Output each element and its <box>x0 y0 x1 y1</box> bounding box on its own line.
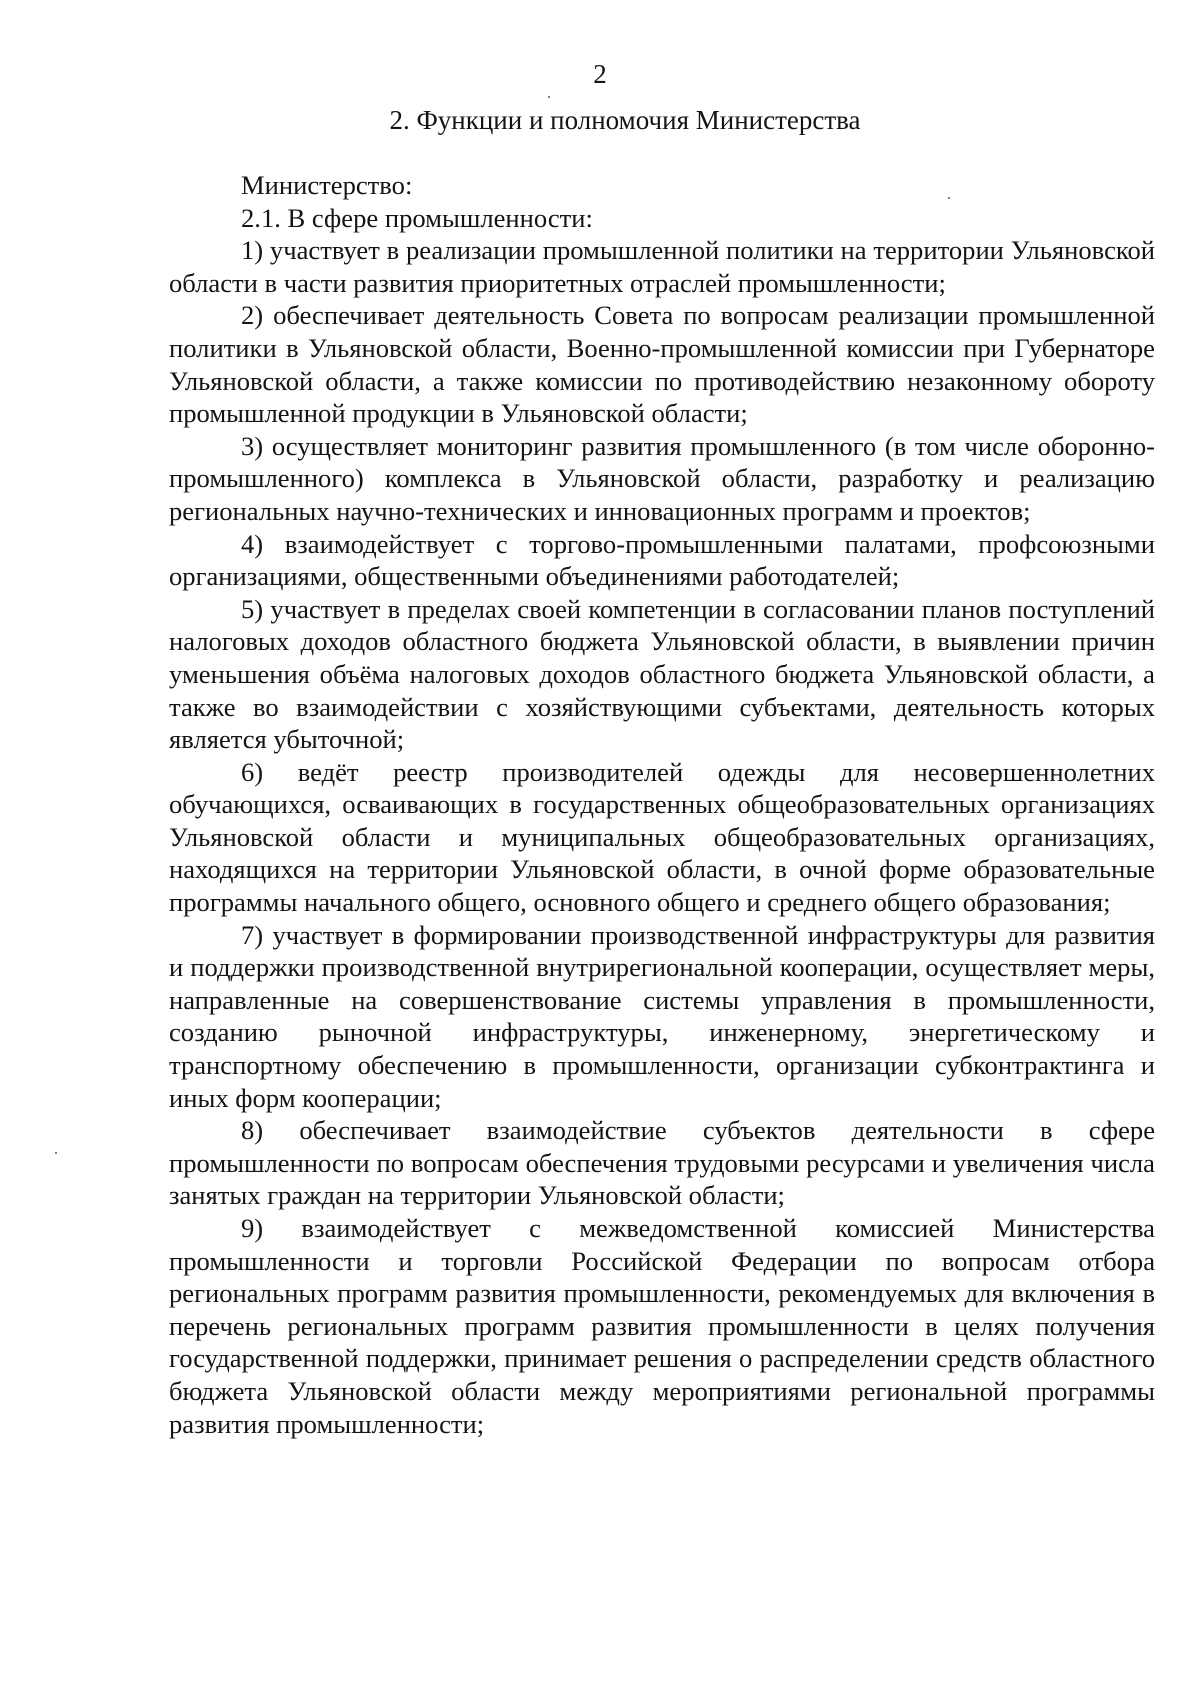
list-item: 1) участвует в реализации промышленной политики на территории Ульяновской области в части развития приоритетных отраслей промышленности; <box>169 235 1155 298</box>
list-item: 9) взаимодействует с межведомственной комиссией Министерства промышленности и торговли Российской Федерации по вопросам отбора региональных программ развития промышленности, рекомендуемых для включения в перечень региональных программ развития промышленности в целях получения государственной поддержки, принимает решения о распределении средств областного бюджета Ульяновской области между мероприятиями региональной программы развития промышленности; <box>169 1213 1155 1439</box>
intro-paragraph: Министерство: <box>241 170 413 200</box>
list-item: 2) обеспечивает деятельность Совета по вопросам реализации промышленной политики в Ульяновской области, Военно-промышленной комиссии при Губернаторе Ульяновской области, а также комиссии по противодействию незаконному обороту промышленной продукции в Ульяновской области; <box>169 300 1155 429</box>
scan-speck <box>548 96 550 98</box>
list-item: 5) участвует в пределах своей компетенции в согласовании планов поступлений налоговых доходов областного бюджета Ульяновской области, в выявлении причин уменьшения объёма налоговых доходов областного бюджета Ульяновской области, а также во взаимодействии с хозяйствующими субъектами, деятельность которых является убыточной; <box>169 593 1155 755</box>
subsection-title: 2.1. В сфере промышленности: <box>241 202 593 233</box>
section-heading: 2. Функции и полномочия Министерства <box>389 105 861 135</box>
page-number: 2 <box>593 59 607 89</box>
scan-speck <box>55 1152 57 1154</box>
scan-speck <box>948 197 950 199</box>
list-item: 4) взаимодействует с торгово-промышленными палатами, профсоюзными организациями, общественными объединениями работодателей; <box>169 528 1155 592</box>
list-item: 6) ведёт реестр производителей одежды для несовершеннолетних обучающихся, осваивающих в государственных общеобразовательных организациях Ульяновской области и муниципальных общеобразовательных организациях, находящихся на территории Ульяновской области, в очной форме образовательные программы начального общего, основного общего и среднего общего образования; <box>169 756 1155 918</box>
list-item: 7) участвует в формировании производственной инфраструктуры для развития и поддержки производственной внутрирегиональной кооперации, осуществляет меры, направленные на совершенствование системы управления в промышленности, созданию рыночной инфраструктуры, инженерному, энергетическому и транспортному обеспечению в промышленности, организации субконтрактинга и иных форм кооперации; <box>169 919 1155 1113</box>
list-item: 8) обеспечивает взаимодействие субъектов деятельности в сфере промышленности по вопросам обеспечения трудовыми ресурсами и увеличения числа занятых граждан на территории Ульяновской области; <box>169 1115 1155 1211</box>
list-item: 3) осуществляет мониторинг развития промышленного (в том числе оборонно-промышленного) комплекса в Ульяновской области, разработку и реализацию региональных научно-технических и инновационных программ и проектов; <box>169 430 1155 526</box>
document-body <box>169 169 1155 1440</box>
